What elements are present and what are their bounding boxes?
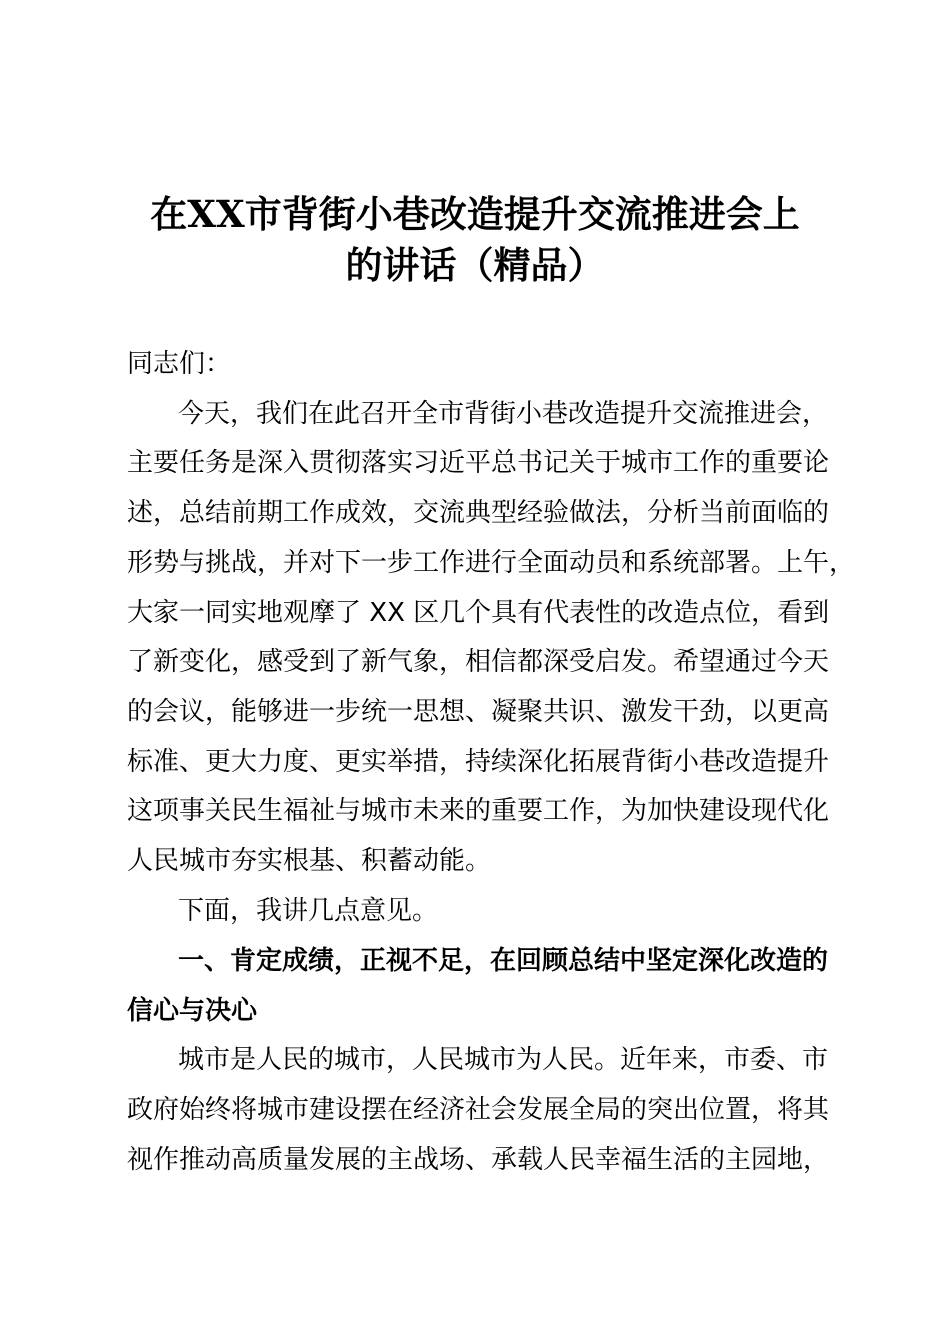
paragraph-line: 主要任务是深入贯彻落实习近平总书记关于城市工作的重要论 [127,448,830,478]
paragraph-line: 这项事关民生福祉与城市未来的重要工作，为加快建设现代化 [127,796,830,826]
paragraph-line: 大家一同实地观摩了 XX 区几个具有代表性的改造点位，看到 [127,598,830,628]
paragraph-line: 下面，我讲几点意见。 [178,896,439,926]
paragraph-line: 的会议，能够进一步统一思想、凝聚共识、激发干劲，以更高 [127,697,830,727]
section-heading-line-2: 信心与决心 [127,996,258,1026]
paragraph-line: 了新变化，感受到了新气象，相信都深受启发。希望通过今天 [127,647,830,677]
section-heading-line-1: 一、肯定成绩，正视不足，在回顾总结中坚定深化改造的 [178,946,829,976]
paragraph-line: 政府始终将城市建设摆在经济社会发展全局的突出位置，将其 [127,1095,830,1125]
paragraph-line: 形势与挑战，并对下一步工作进行全面动员和系统部署。上午， [127,548,856,578]
paragraph-line: 述，总结前期工作成效，交流典型经验做法，分析当前面临的 [127,498,830,528]
paragraph-line: 视作推动高质量发展的主战场、承载人民幸福生活的主园地， [127,1145,830,1175]
paragraph-line: 标准、更大力度、更实举措，持续深化拓展背街小巷改造提升 [127,747,830,777]
salutation: 同志们： [127,349,232,379]
document-title-line-1: 在XX市背街小巷改造提升交流推进会上 [150,192,800,236]
paragraph-line: 城市是人民的城市，人民城市为人民。近年来，市委、市 [178,1045,829,1075]
paragraph-line: 人民城市夯实根基、积蓄动能。 [127,846,492,876]
document-title-line-2: 的讲话（精品） [345,243,605,287]
paragraph-line: 今天，我们在此召开全市背街小巷改造提升交流推进会， [178,399,829,429]
